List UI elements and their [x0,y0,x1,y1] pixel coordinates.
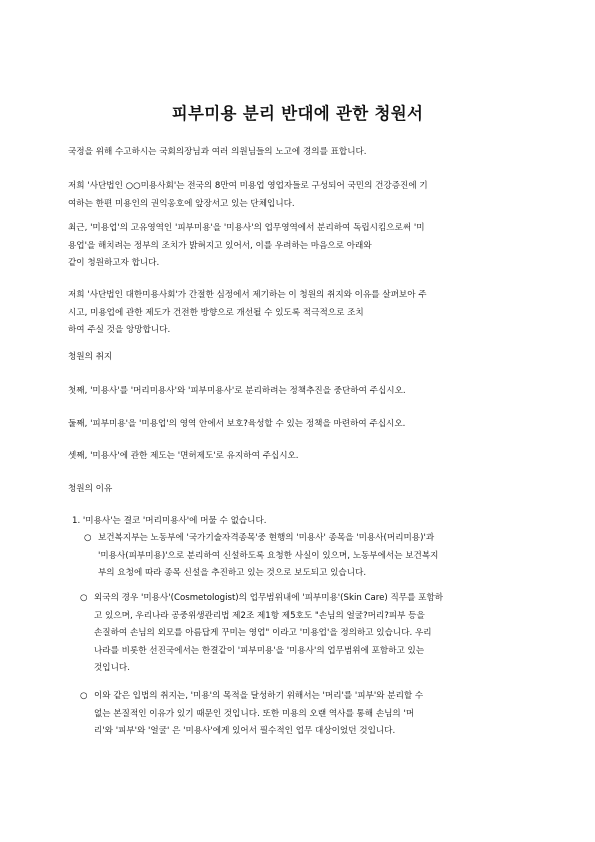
intro-paragraph-3 [68,287,538,340]
circle-bullet-icon: ○ [80,691,88,701]
bullet-line: 나라를 비롯한 선진국에서는 한결같이 '피부미용'을 '미용사'의 업무범위에 포함하고 있는 [94,645,425,656]
circle-bullet-icon: ○ [84,533,92,543]
bullet-line: 보건복지부는 노동부에 '국가기술자격종목'중 현행의 '미용사' 종목을 '미용사(머리미용)'과 [98,533,435,543]
bullet-line: 이와 같은 입법의 취지는, '미용'의 목적을 달성하기 위해서는 '머리'를 '피부'와 분리할 수 [94,691,424,701]
intro-paragraph-2 [68,220,538,273]
bullet-line: 것입니다. [94,663,130,673]
purpose-item-text: 첫째, '미용사'를 '머리미용사'와 '피부미용사'로 분리하려는 정책추진을 중단하여 주십시오. [68,386,406,396]
reason-1-title [72,513,542,531]
purpose-item-text: 셋째, '미용사'에 관한 제도는 '면허제도'로 유지하여 주십시오. [68,451,299,461]
intro2-line: 용업'을 해치려는 정부의 조치가 밝혀지고 있어서, 이를 우려하는 마음으로 아래와 [68,240,372,251]
intro2-line: 최근, '미용업'의 고유영역인 '피부미용'을 '미용사'의 업무영역에서 분리하여 독립시킴으로써 '미 [68,223,425,233]
circle-bullet-icon: ○ [80,593,88,603]
bullet-line: 외국의 경우 '미용사'(Cosmetologist)의 업무범위내에 '피부미용'(Skin Care) 직무를 포함하 [94,593,444,603]
bullet-line: 손질하여 손님의 외모를 아름답게 꾸미는 영업" 이라고 '미용업'을 정의하고 있습니다. 우리 [94,628,432,638]
greeting-paragraph [68,144,538,162]
purpose-heading-text: 청원의 취지 [68,352,113,362]
intro1-line: 여하는 한편 미용인의 권익옹호에 앞장서고 있는 단체입니다. [68,198,295,209]
page-title: 피부미용 분리 반대에 관한 청원서 [171,104,424,123]
intro3-line: 저희 '사단법인 대한미용사회'가 간절한 심정에서 제기하는 이 청원의 취지와 이유를 살펴보아 주 [68,290,427,300]
bullet-line: 부의 요청에 따라 종목 신설을 추진하고 있는 것으로 보도되고 있습니다. [98,568,367,578]
reason-heading-text: 청원의 이유 [68,484,113,494]
purpose-item-text: 둘째, '피부미용'을 '미용업'의 영역 안에서 보호?육성할 수 있는 정책을 마련하여 주십시오. [68,419,406,429]
bullet-line: 없는 본질적인 이유가 있기 때문인 것입니다. 또한 미용의 오랜 역사를 통해 손님의 '머 [94,708,415,719]
bullet-line: 리'와 '피부'와 '얼굴' 은 '미용사'에게 있어서 필수적인 업무 대상이었던 것입니다. [94,726,396,736]
purpose-item-3 [68,448,538,466]
purpose-item-2 [68,416,538,434]
intro3-line: 하여 주실 것을 앙망합니다. [68,325,171,335]
purpose-heading [68,349,538,367]
bullet-line: 고 있으며, 우리나라 공중위생관리법 제2조 제1항 제5호도 "손님의 얼굴?머리?피부 등을 [94,610,425,621]
reason-1-title-text: 1. '미용사'는 결코 '머리미용사'에 머물 수 없습니다. [72,516,267,526]
intro2-line: 같이 청원하고자 합니다. [68,258,160,268]
intro3-line: 시고, 미용업에 관한 제도가 건전한 방향으로 개선될 수 있도록 적극적으로 조치 [68,307,364,318]
reason-heading [68,481,538,499]
intro-paragraph-1 [68,178,538,213]
bullet-line: '미용사(피부미용)'으로 분리하여 신설하도록 요청한 사실이 있으며, 노동부에서는 보건복지 [98,550,439,561]
purpose-item-1 [68,383,538,401]
intro1-line: 저희 '사단법인 ○○미용사회'는 전국의 8만여 미용업 영업자들로 구성되어 국민의 건강증진에 기 [68,181,428,191]
greeting-line: 국정을 위해 수고하시는 국회의장님과 여러 의원님들의 노고에 경의를 표합니다. [68,147,367,157]
